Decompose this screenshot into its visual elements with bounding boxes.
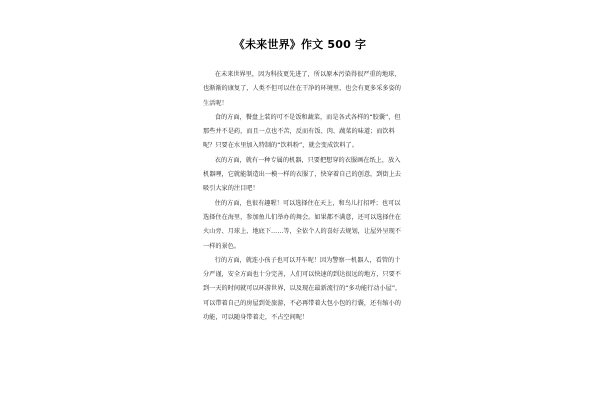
paragraph-transport: 行的方面，就连小孩子也可以开车呢！因为警察一机器人，看管的十分严谨，安全方面也十分完善，人们可以快速的到达很远的地方，只要不到一天的时间就可以环游世界，以及现在最新流行的“多功能行动小屋”，可以带着自己的房屋到处旅游，不必再带着大包小包的行囊，还有缩小的功能，可以随身带着走，不占空间呢！	[203, 256, 402, 322]
essay-body	[203, 68, 403, 325]
paragraph-intro: 在未来世界里，因为科技更先进了，所以原本污染得很严重的地球，也渐渐的康复了，人类不但可以住在干净的环境里，也会有更多采多姿的生活呢！	[203, 71, 401, 107]
paragraph-clothing: 衣的方面，就有一种专属的机器，只要把想穿的衣服画在纸上，放入机器哩，它就能制造出一模一样的衣服了，快穿着自己的创意，到街上去吸引大家的注目吧！	[203, 156, 401, 193]
paragraph-food: 食的方面，餐盘上装的可不是饭和蔬菜，而是各式各样的“胶囊”，但那些并不是药，而且一点也不苦，反而有饭、肉、蔬菜的味道；而饮料呢？只要在水里加入特制的“饮料粉”，就会变成饮料了。	[203, 113, 401, 150]
paragraph-housing: 住的方面，也很有趣喔！可以选择住在天上，和鸟儿打招呼；也可以选择住在海里，参加鱼儿们举办的舞会。如果都不满意，还可以选择住在火山旁、月球上、地底下……等，全依个人的喜好去规划，让屋外呈现不一样的景色。	[203, 199, 401, 250]
essay-title: 《未来世界》作文 500 字	[233, 38, 367, 51]
